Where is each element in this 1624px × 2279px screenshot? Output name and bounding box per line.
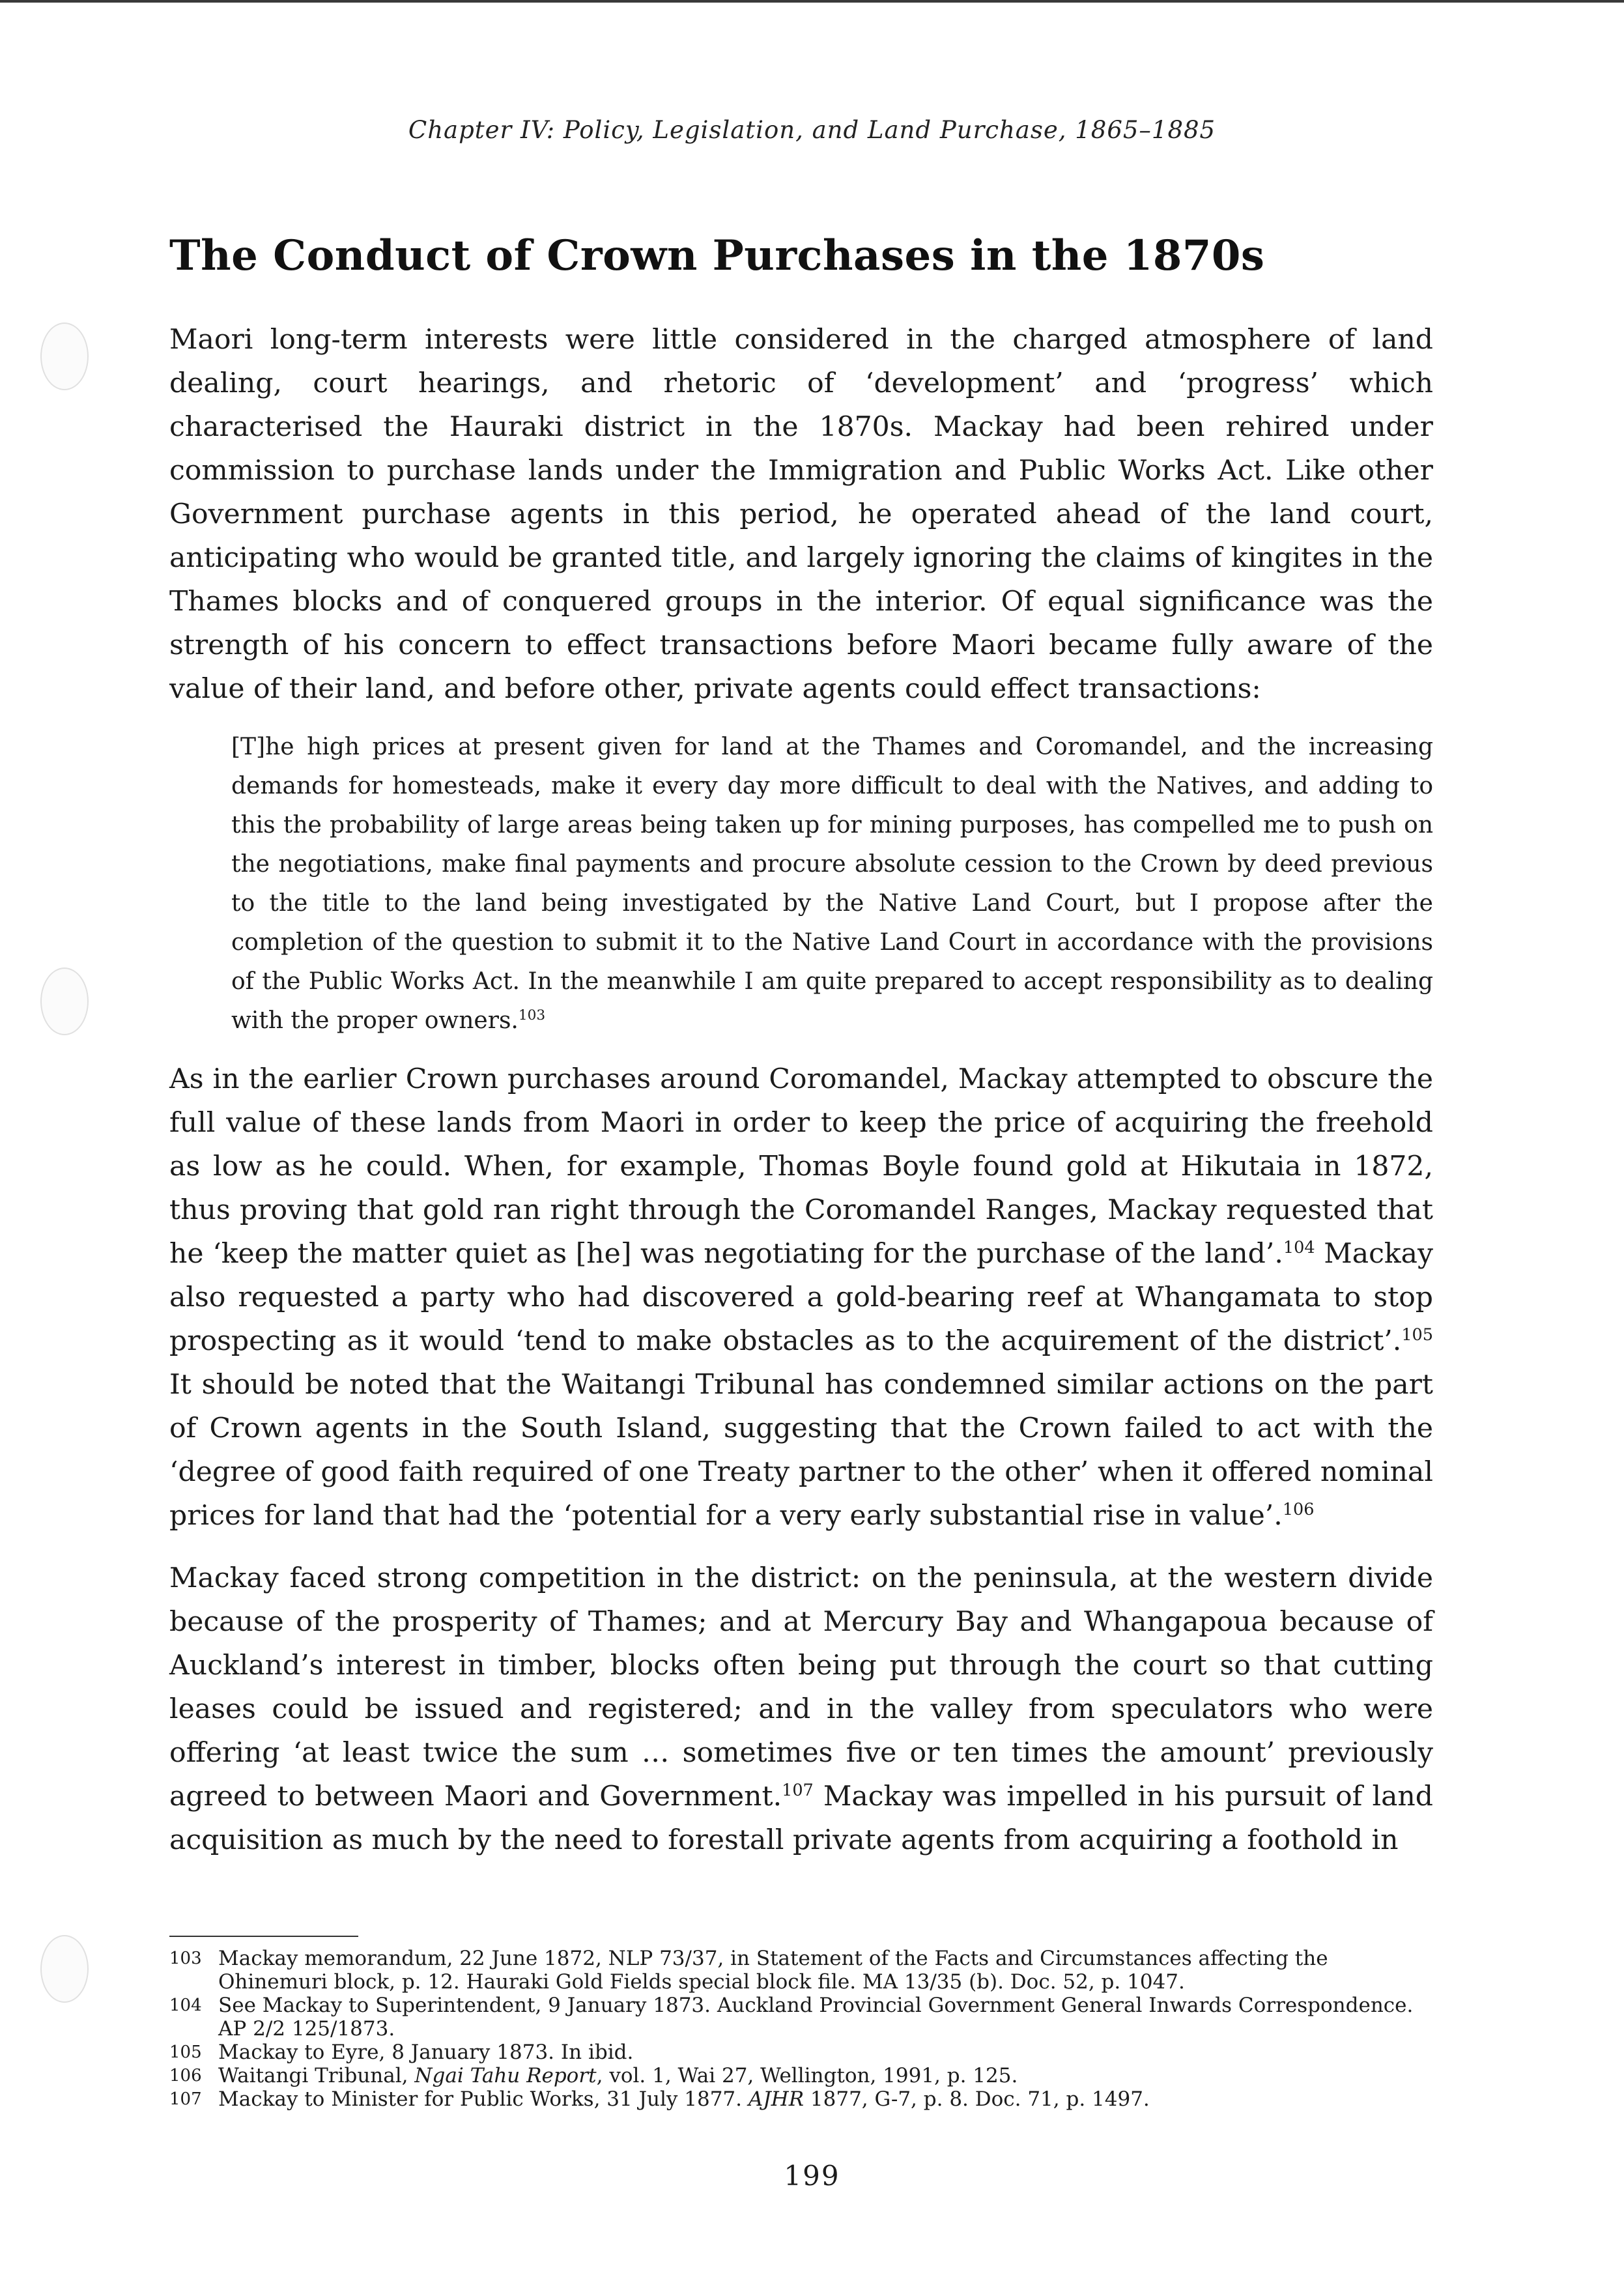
body-paragraph-2 (169, 1057, 1433, 1538)
paragraph-text: Maori long-term interests were little considered in the charged atmosphere of land dealing, court hearings, and rhetoric of ‘development’ and ‘progress’ which characterised the Hauraki district in the 1870s. Mackay had been rehired under commission to purchase lands under the Immigration and Public Works Act. Like other Government purchase agents in this period, he operated ahead of the land court, anticipating who would be granted title, and largely ignoring the claims of kingites in the Thames blocks and of conquered groups in the interior. Of equal significance was the strength of his concern to effect transactions before Maori became fully aware of the value of their land, and before other, private agents could effect transactions: (169, 324, 1433, 705)
footnote-number: 105 (169, 2042, 202, 2062)
footnote-ref[interactable]: 103 (518, 1007, 546, 1024)
footnote-text-run: 1877, G-7, p. 8. Doc. 71, p. 1497. (804, 2087, 1150, 2111)
footnote-number: 107 (169, 2089, 202, 2109)
section-title: The Conduct of Crown Purchases in the 1870s (169, 231, 1265, 280)
punch-hole-mark (40, 968, 89, 1035)
text-run: As in the earlier Crown purchases around Coromandel, Mackay attempted to obscure the full value of these lands from Maori in order to keep the price of acquiring the freehold as low as he could. When, for example, Thomas Boyle found gold at Hikutaia in 1872, thus proving that gold ran right through the Coromandel Ranges, Mackay requested that he ‘keep the matter quiet as [he] was negotiating for the purchase of the land’. (169, 1063, 1433, 1270)
footnote-text (218, 2087, 1436, 2111)
footnote-number: 103 (169, 1949, 202, 1968)
paragraph-text (169, 1057, 1433, 1538)
page-number: 199 (784, 2160, 840, 2192)
footnote-italic-title: AJHR (748, 2087, 805, 2111)
footnote-text (218, 2064, 1436, 2087)
text-run: Mackay was impelled in his pursuit of land acquisition as much by the need to forestall private agents from acquiring a foothold in (169, 1781, 1433, 1856)
punch-hole-mark (40, 322, 89, 390)
block-quote (231, 728, 1433, 1040)
footnote-number: 104 (169, 1996, 202, 2015)
footnote-ref[interactable]: 105 (1401, 1325, 1433, 1345)
text-run: Mackay also requested a party who had discovered a gold-bearing reef at Whangamata to stop prospecting as it would ‘tend to make obstacles as to the acquirement of the district’. (169, 1238, 1433, 1357)
body-paragraph-1 (169, 318, 1433, 711)
footnote-text (218, 1994, 1436, 2041)
text-run: It should be noted that the Waitangi Tribunal has condemned similar actions on the part of Crown agents in the South Island, suggesting that the Crown failed to act with the ‘degree of good faith required of one Treaty partner to the other’ when it offered nominal prices for land that had the ‘potential for a very early substantial rise in value’. (169, 1369, 1433, 1532)
footnote-ref[interactable]: 106 (1282, 1499, 1315, 1519)
footnotes (160, 1947, 1436, 2111)
paragraph-text (169, 1556, 1433, 1862)
footnote-text-run: See Mackay to Superintendent, 9 January 1873. Auckland Provincial Government General Inwards Correspondence. AP 2/2 125/1873. (218, 1994, 1414, 2041)
footnote (160, 1947, 1436, 1994)
body-paragraph-3 (169, 1556, 1433, 1862)
quote-text (231, 728, 1433, 1040)
footnote-ref[interactable]: 107 (782, 1780, 814, 1800)
running-head: Chapter IV: Policy, Legislation, and Land Purchase, 1865–1885 (408, 116, 1216, 144)
footnote (160, 2064, 1436, 2087)
footnote-rule (169, 1936, 358, 1937)
footnote-text (218, 2041, 1436, 2064)
footnote (160, 1994, 1436, 2041)
footnote-text (218, 1947, 1436, 1994)
footnote-text-run: Waitangi Tribunal, (218, 2064, 415, 2087)
quote-body: [T]he high prices at present given for land at the Thames and Coromandel, and the increasing demands for homesteads, make it every day more difficult to deal with the Natives, and adding to this the probability of large areas being taken up for mining purposes, has compelled me to push on the negotiations, make final payments and procure absolute cession to the Crown by deed previous to the title to the land being investigated by the Native Land Court, but I propose after the completion of the question to submit it to the Native Land Court in accordance with the provisions of the Public Works Act. In the meanwhile I am quite prepared to accept responsibility as to dealing with the proper owners. (231, 734, 1433, 1034)
footnote-text-run: Mackay to Minister for Public Works, 31 July 1877. (218, 2087, 748, 2111)
footnote-text-run: Mackay memorandum, 22 June 1872, NLP 73/37, in Statement of the Facts and Circumstances affecting the Ohinemuri block, p. 12. Hauraki Gold Fields special block file. MA 13/35 (b). Doc. 52, p. 1047. (218, 1947, 1328, 1994)
footnote (160, 2087, 1436, 2111)
footnote-number: 106 (169, 2066, 202, 2086)
footnote-text-run: Mackay to Eyre, 8 January 1873. In ibid. (218, 2041, 634, 2064)
punch-hole-mark (40, 1935, 89, 2003)
footnote (160, 2041, 1436, 2064)
footnote-italic-title: Ngai Tahu Report (414, 2064, 597, 2087)
scan-top-edge (0, 0, 1624, 3)
footnote-text-run: , vol. 1, Wai 27, Wellington, 1991, p. 125. (596, 2064, 1018, 2087)
footnote-ref[interactable]: 104 (1283, 1237, 1315, 1257)
text-run: Mackay faced strong competition in the district: on the peninsula, at the western divide because of the prosperity of Thames; and at Mercury Bay and Whangapoua because of Auckland’s interest in timber, blocks often being put through the court so that cutting leases could be issued and registered; and in the valley from speculators who were offering ‘at least twice the sum … sometimes five or ten times the amount’ previously agreed to between Maori and Government. (169, 1562, 1433, 1813)
